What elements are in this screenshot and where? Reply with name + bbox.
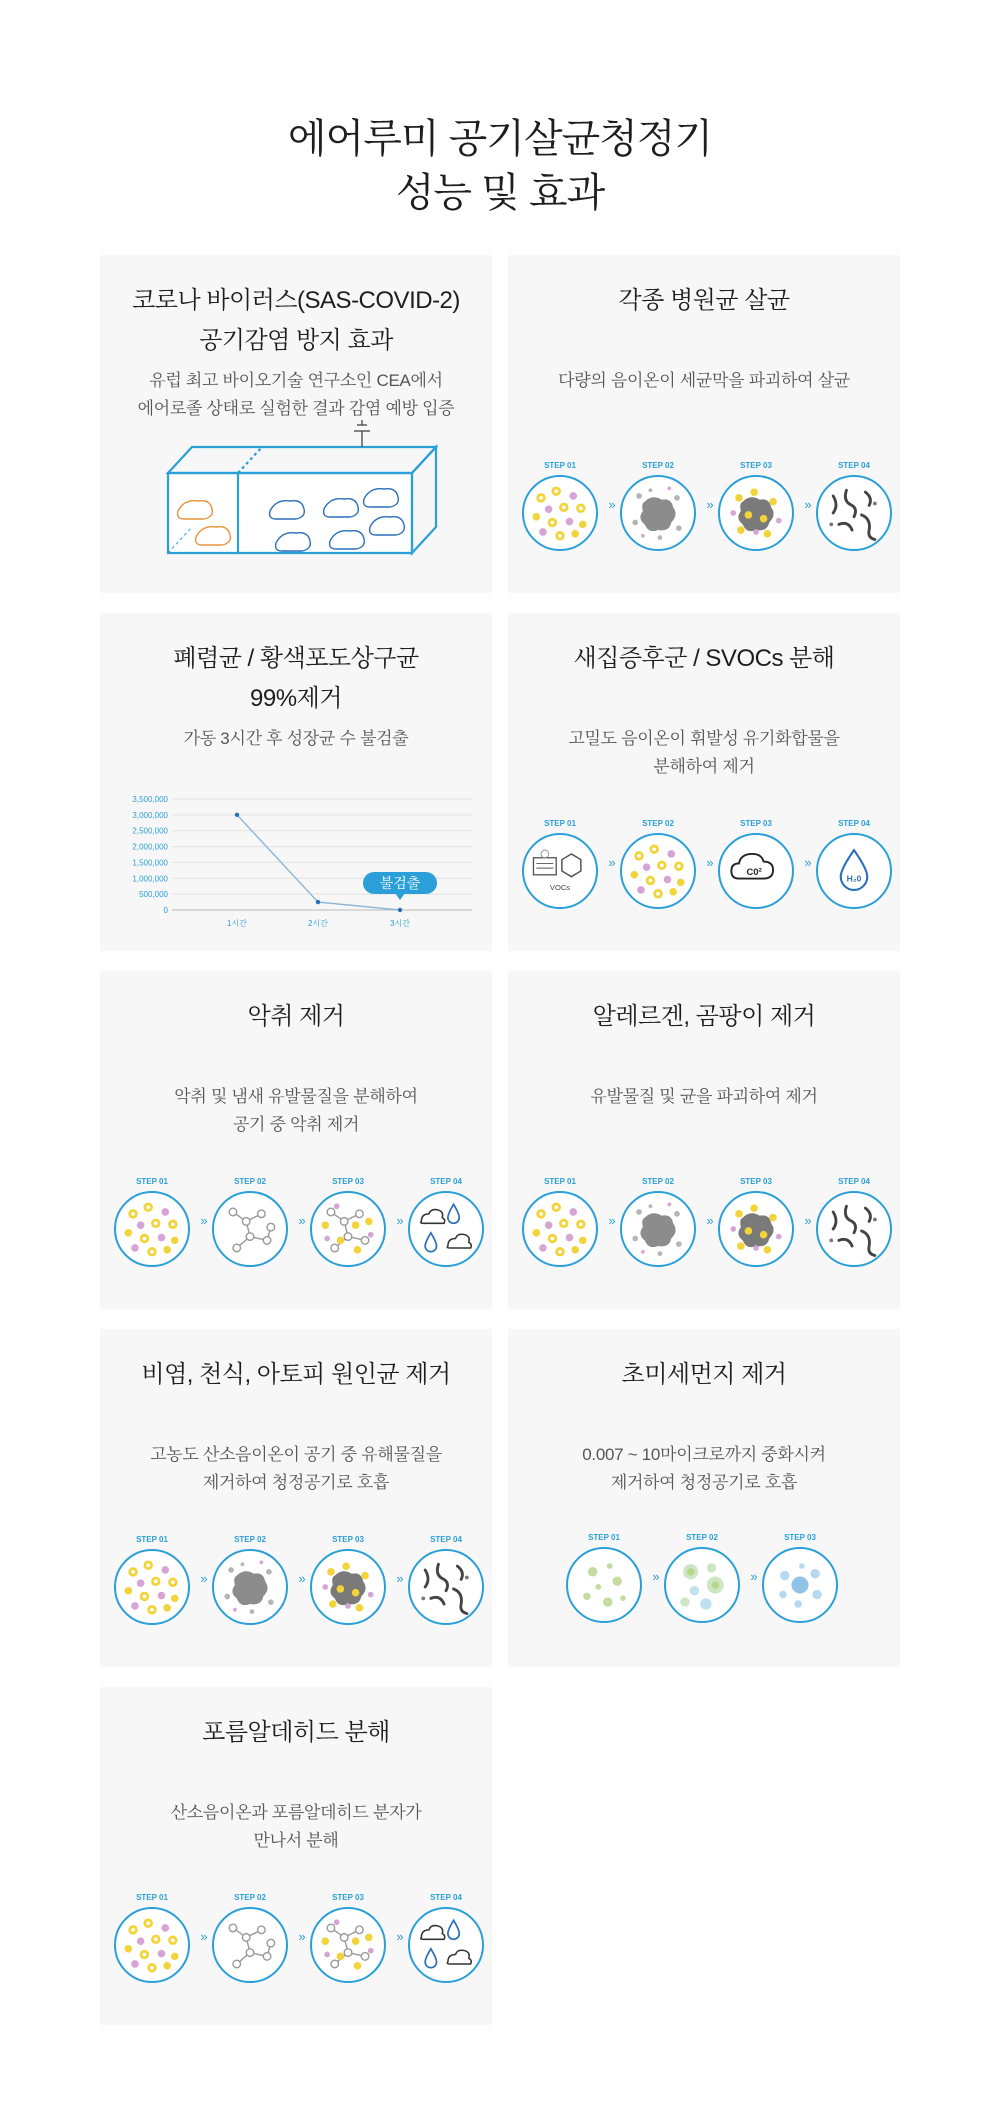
step-label: STEP 03 [332, 1177, 364, 1186]
step-label: STEP 04 [838, 819, 870, 828]
process-steps [100, 1175, 492, 1275]
step-3 [716, 817, 796, 909]
ions-icon [114, 1191, 190, 1267]
step-2 [618, 459, 698, 551]
clean-air-icon [762, 1547, 838, 1623]
step-1 [564, 1531, 644, 1623]
chevron-right-icon: » [652, 1569, 660, 1584]
card-title [100, 997, 492, 1037]
card-sickhouse [508, 613, 900, 951]
chevron-right-icon: » [396, 1571, 404, 1586]
chevron-right-icon: » [298, 1571, 306, 1586]
card-title [508, 639, 900, 679]
card-title [100, 1713, 492, 1753]
chevron-right-icon: » [706, 497, 714, 512]
step-label: STEP 01 [136, 1535, 168, 1544]
chevron-right-icon: » [396, 1213, 404, 1228]
card-description-line2: 분해하여 제거 [653, 757, 755, 776]
x-tick-label: 2시간 [308, 919, 328, 928]
card-description-line1: 유발물질 및 균을 파괴하여 제거 [590, 1087, 818, 1106]
step-label: STEP 03 [740, 461, 772, 470]
step-label: STEP 02 [642, 819, 674, 828]
step-label: STEP 02 [234, 1893, 266, 1902]
step-4 [406, 1891, 486, 1983]
step-label: STEP 02 [642, 1177, 674, 1186]
vocs-label: VOCs [549, 882, 571, 892]
card-odor [100, 971, 492, 1309]
page-title-line2: 성능 및 효과 [395, 171, 605, 215]
y-tick-label: 1,000,000 [132, 874, 168, 884]
fine-dust-icon [566, 1547, 642, 1623]
y-tick-label: 2,000,000 [132, 842, 168, 852]
molecule-ions-icon [310, 1191, 386, 1267]
ions-icon [522, 475, 598, 551]
step-3 [308, 1533, 388, 1625]
chevron-right-icon: » [706, 1213, 714, 1228]
dust-ions-icon [664, 1547, 740, 1623]
card-description-line1: 다량의 음이온이 세균막을 파괴하여 살균 [558, 371, 850, 390]
water-drop-icon [816, 833, 892, 909]
step-label: STEP 01 [588, 1533, 620, 1542]
card-allergen [508, 971, 900, 1309]
card-description-line2: 만나서 분해 [253, 1831, 339, 1850]
card-description-line1: 고밀도 음이온이 휘발성 유기화합물을 [568, 729, 840, 748]
ion-attack-icon [718, 475, 794, 551]
ions-icon [114, 1549, 190, 1625]
card-finedust [508, 1329, 900, 1667]
step-2 [662, 1531, 742, 1623]
y-tick-label: 2,500,000 [132, 826, 168, 836]
vocs-icon [522, 833, 598, 909]
step-1 [520, 459, 600, 551]
step-4 [814, 817, 894, 909]
destroyed-germ-icon [816, 475, 892, 551]
card-rhinitis [100, 1329, 492, 1667]
data-point [235, 813, 239, 817]
chevron-right-icon: » [804, 497, 812, 512]
card-title-line1: 새집증후군 / SVOCs 분해 [573, 645, 835, 672]
card-description [100, 1799, 492, 1855]
card-covid [100, 255, 492, 593]
card-pathogen [508, 255, 900, 593]
process-steps [508, 1531, 900, 1631]
step-label: STEP 02 [234, 1535, 266, 1544]
y-tick-label: 500,000 [139, 890, 168, 900]
y-tick-label: 1,500,000 [132, 858, 168, 868]
step-4 [406, 1175, 486, 1267]
ions-icon [620, 833, 696, 909]
step-3 [760, 1531, 840, 1623]
y-tick-label: 3,000,000 [132, 810, 168, 820]
step-label: STEP 01 [136, 1177, 168, 1186]
experiment-chamber-illustration [100, 255, 492, 593]
step-label: STEP 02 [234, 1177, 266, 1186]
germ-icon [620, 475, 696, 551]
step-label: STEP 03 [332, 1893, 364, 1902]
ion-attack-icon [310, 1549, 386, 1625]
card-title-line1: 코로나 바이러스(SAS-COVID-2) [132, 287, 460, 314]
card-title [508, 1355, 900, 1395]
water-co2-icon [408, 1191, 484, 1267]
card-description-line1: 0.007 ~ 10마이크로까지 중화시켜 [582, 1445, 826, 1464]
page-title [0, 112, 1000, 220]
chevron-right-icon: » [200, 1929, 208, 1944]
card-title-line1: 초미세먼지 제거 [621, 1361, 787, 1388]
step-1 [112, 1175, 192, 1267]
card-title-line2: 공기감염 방지 효과 [199, 327, 393, 354]
co2-cloud-icon [718, 833, 794, 909]
card-description-line1: 유럽 최고 바이오기술 연구소인 CEA에서 [149, 371, 443, 390]
card-title-line2: 99%제거 [250, 685, 342, 712]
h2o-label: H₂0 [846, 873, 862, 884]
card-pneumonia [100, 613, 492, 951]
card-description [508, 1083, 900, 1111]
step-4 [814, 459, 894, 551]
data-point [398, 908, 402, 912]
card-title-line1: 각종 병원균 살균 [618, 287, 790, 314]
step-3 [308, 1891, 388, 1983]
card-title-line1: 비염, 천식, 아토피 원인균 제거 [141, 1361, 451, 1388]
step-label: STEP 02 [642, 461, 674, 470]
card-description-line1: 산소음이온과 포름알데히드 분자가 [170, 1803, 422, 1822]
step-1 [112, 1533, 192, 1625]
page-title-line1: 에어루미 공기살균청정기 [287, 117, 713, 161]
step-label: STEP 03 [332, 1535, 364, 1544]
step-2 [210, 1891, 290, 1983]
card-description-line2: 제거하여 청정공기로 호흡 [610, 1473, 798, 1492]
card-description [100, 1083, 492, 1139]
step-label: STEP 02 [686, 1533, 718, 1542]
card-title [100, 1355, 492, 1395]
step-1 [520, 817, 600, 909]
ions-icon [114, 1907, 190, 1983]
chevron-right-icon: » [804, 1213, 812, 1228]
chevron-right-icon: » [608, 497, 616, 512]
card-description [508, 367, 900, 395]
process-steps [100, 1891, 492, 1991]
germ-icon [212, 1549, 288, 1625]
card-title [508, 997, 900, 1037]
process-steps [508, 459, 900, 559]
step-label: STEP 01 [544, 461, 576, 470]
chevron-right-icon: » [200, 1213, 208, 1228]
step-3 [716, 1175, 796, 1267]
y-tick-label: 0 [163, 906, 168, 915]
card-title [508, 281, 900, 321]
card-title-line1: 알레르겐, 곰팡이 제거 [592, 1003, 816, 1030]
chevron-right-icon: » [608, 1213, 616, 1228]
step-2 [210, 1533, 290, 1625]
step-label: STEP 01 [544, 1177, 576, 1186]
chart-svg [100, 613, 492, 951]
step-label: STEP 04 [838, 1177, 870, 1186]
process-steps [508, 1175, 900, 1275]
chevron-right-icon: » [298, 1213, 306, 1228]
step-2 [618, 817, 698, 909]
water-co2-icon [408, 1907, 484, 1983]
annotation-pointer [395, 893, 405, 900]
chevron-right-icon: » [804, 855, 812, 870]
step-label: STEP 04 [430, 1535, 462, 1544]
annotation-label: 불검출 [379, 875, 421, 891]
step-label: STEP 03 [740, 819, 772, 828]
chevron-right-icon: » [298, 1929, 306, 1944]
molecule-ions-icon [310, 1907, 386, 1983]
step-label: STEP 04 [838, 461, 870, 470]
step-4 [814, 1175, 894, 1267]
germ-icon [620, 1191, 696, 1267]
process-steps [508, 817, 900, 917]
step-3 [716, 459, 796, 551]
step-2 [618, 1175, 698, 1267]
card-description [508, 1441, 900, 1497]
data-point [316, 900, 320, 904]
card-description [508, 725, 900, 781]
ions-icon [522, 1191, 598, 1267]
step-3 [308, 1175, 388, 1267]
destroyed-germ-icon [408, 1549, 484, 1625]
chevron-right-icon: » [750, 1569, 758, 1584]
molecule-icon [212, 1907, 288, 1983]
step-label: STEP 01 [136, 1893, 168, 1902]
card-description-line1: 고농도 산소음이온이 공기 중 유해물질을 [150, 1445, 442, 1464]
card-title-line1: 포름알데히드 분해 [202, 1719, 390, 1746]
co2-label: C0² [746, 866, 762, 878]
card-title-line1: 악취 제거 [247, 1003, 345, 1030]
step-label: STEP 04 [430, 1177, 462, 1186]
step-2 [210, 1175, 290, 1267]
step-label: STEP 01 [544, 819, 576, 828]
step-label: STEP 03 [784, 1533, 816, 1542]
card-description-line2: 에어로졸 상태로 실험한 결과 감염 예방 입증 [137, 399, 455, 418]
chevron-right-icon: » [200, 1571, 208, 1586]
card-description-line1: 악취 및 냄새 유발물질을 분해하여 [174, 1087, 418, 1106]
y-tick-label: 3,500,000 [132, 795, 168, 804]
x-tick-label: 3시간 [390, 919, 410, 928]
destroyed-germ-icon [816, 1191, 892, 1267]
step-label: STEP 03 [740, 1177, 772, 1186]
step-1 [112, 1891, 192, 1983]
card-description-line2: 제거하여 청정공기로 호흡 [202, 1473, 390, 1492]
ion-attack-icon [718, 1191, 794, 1267]
step-4 [406, 1533, 486, 1625]
step-1 [520, 1175, 600, 1267]
bacteria-count-chart [100, 613, 492, 951]
card-description [100, 1441, 492, 1497]
card-description-line1: 가동 3시간 후 성장균 수 불검출 [183, 729, 409, 748]
chevron-right-icon: » [396, 1929, 404, 1944]
process-steps [100, 1533, 492, 1633]
chevron-right-icon: » [608, 855, 616, 870]
molecule-icon [212, 1191, 288, 1267]
chevron-right-icon: » [706, 855, 714, 870]
card-formaldehyde [100, 1687, 492, 2025]
card-title-line1: 폐렴균 / 황색포도상구균 [173, 645, 419, 672]
card-description-line2: 공기 중 악취 제거 [232, 1115, 360, 1134]
step-label: STEP 04 [430, 1893, 462, 1902]
x-tick-label: 1시간 [227, 919, 247, 928]
